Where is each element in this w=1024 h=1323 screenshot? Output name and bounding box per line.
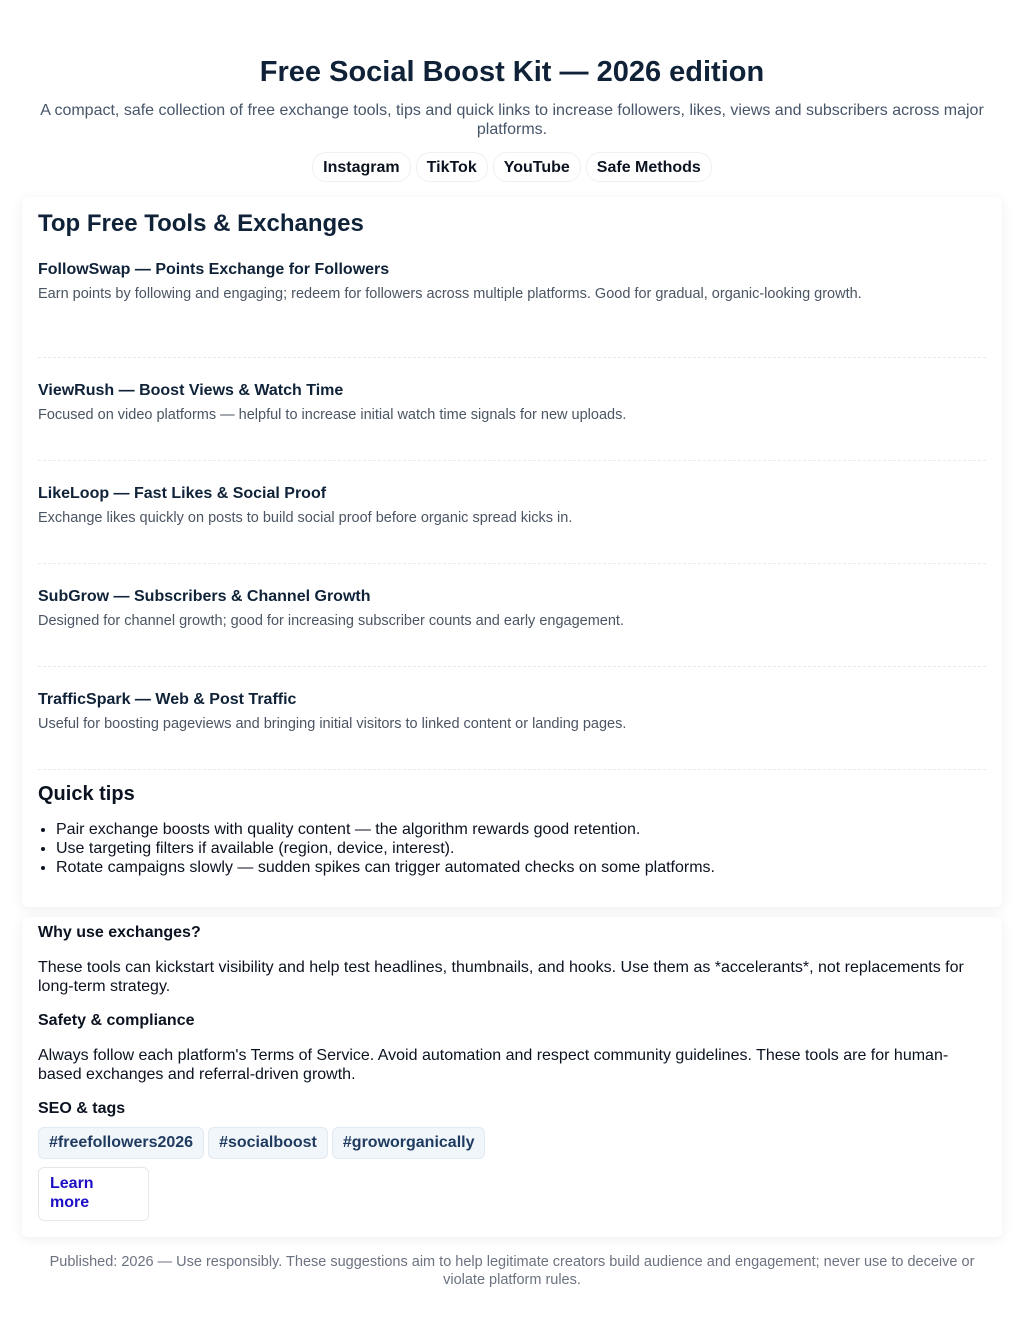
tool-title: SubGrow — Subscribers & Channel Growth <box>38 588 371 605</box>
page-title: Free Social Boost Kit — 2026 edition <box>259 56 765 88</box>
tool-title: LikeLoop — Fast Likes & Social Proof <box>38 485 327 502</box>
info-card <box>22 917 1002 1237</box>
tag-socialboost[interactable]: #socialboost <box>208 1127 328 1159</box>
tool-description: Designed for channel growth; good for increasing subscriber counts and early engagement. <box>38 613 624 629</box>
page-subtitle: A compact, safe collection of free exchange tools, tips and quick links to increase followers, likes, views and subscribers across major platforms. <box>40 102 984 138</box>
learn-more-button[interactable]: Learn more <box>38 1167 149 1221</box>
why-exchanges-text: These tools can kickstart visibility and help test headlines, thumbnails, and hooks. Use them as *accelerants*, not replacements for long-term strategy. <box>38 959 964 995</box>
tip-item: • Pair exchange boosts with quality content — the algorithm rewards good retention. <box>56 820 986 839</box>
tool-title: ViewRush — Boost Views & Watch Time <box>38 382 344 399</box>
nav-chip-safe-methods[interactable]: Safe Methods <box>586 152 712 182</box>
nav-chip-youtube[interactable]: YouTube <box>493 152 581 182</box>
tools-card <box>22 197 1002 907</box>
tool-item <box>38 564 986 667</box>
safety-heading: Safety & compliance <box>38 1012 195 1029</box>
nav-chip-instagram[interactable]: Instagram <box>312 152 410 182</box>
tool-item <box>38 667 986 770</box>
tag-freefollowers2026[interactable]: #freefollowers2026 <box>38 1127 204 1159</box>
nav-chip-tiktok[interactable]: TikTok <box>416 152 488 182</box>
tool-item <box>38 358 986 461</box>
tool-description: Earn points by following and engaging; redeem for followers across multiple platforms. Good for gradual, organic-looking growth. <box>38 286 862 302</box>
tip-item: • Rotate campaigns slowly — sudden spikes can trigger automated checks on some platforms. <box>56 858 986 877</box>
tool-item <box>38 239 986 358</box>
tool-item <box>38 461 986 564</box>
quick-tips-list <box>38 820 986 877</box>
tool-title: TrafficSpark — Web & Post Traffic <box>38 691 297 708</box>
tool-description: Useful for boosting pageviews and bringing initial visitors to linked content or landing pages. <box>38 716 627 732</box>
page-footer: Published: 2026 — Use responsibly. These suggestions aim to help legitimate creators build audience and engagement; never use to deceive or violate platform rules. <box>49 1254 975 1288</box>
tip-item: • Use targeting filters if available (region, device, interest). <box>56 839 986 858</box>
safety-text: Always follow each platform's Terms of Service. Avoid automation and respect community guidelines. These tools are for human-based exchanges and referral-driven growth. <box>38 1047 949 1083</box>
tool-description: Exchange likes quickly on posts to build social proof before organic spread kicks in. <box>38 510 573 526</box>
tool-description: Focused on video platforms — helpful to increase initial watch time signals for new uploads. <box>38 407 627 423</box>
quick-tips-title: Quick tips <box>38 783 135 805</box>
tag-list <box>38 1127 986 1159</box>
tag-groworganically[interactable]: #groworganically <box>332 1127 486 1159</box>
tool-title: FollowSwap — Points Exchange for Followers <box>38 261 390 278</box>
page-header <box>22 0 1002 182</box>
platform-nav <box>22 152 1002 182</box>
tools-section-title: Top Free Tools & Exchanges <box>38 210 364 237</box>
why-exchanges-heading: Why use exchanges? <box>38 924 201 941</box>
seo-tags-heading: SEO & tags <box>38 1100 126 1117</box>
